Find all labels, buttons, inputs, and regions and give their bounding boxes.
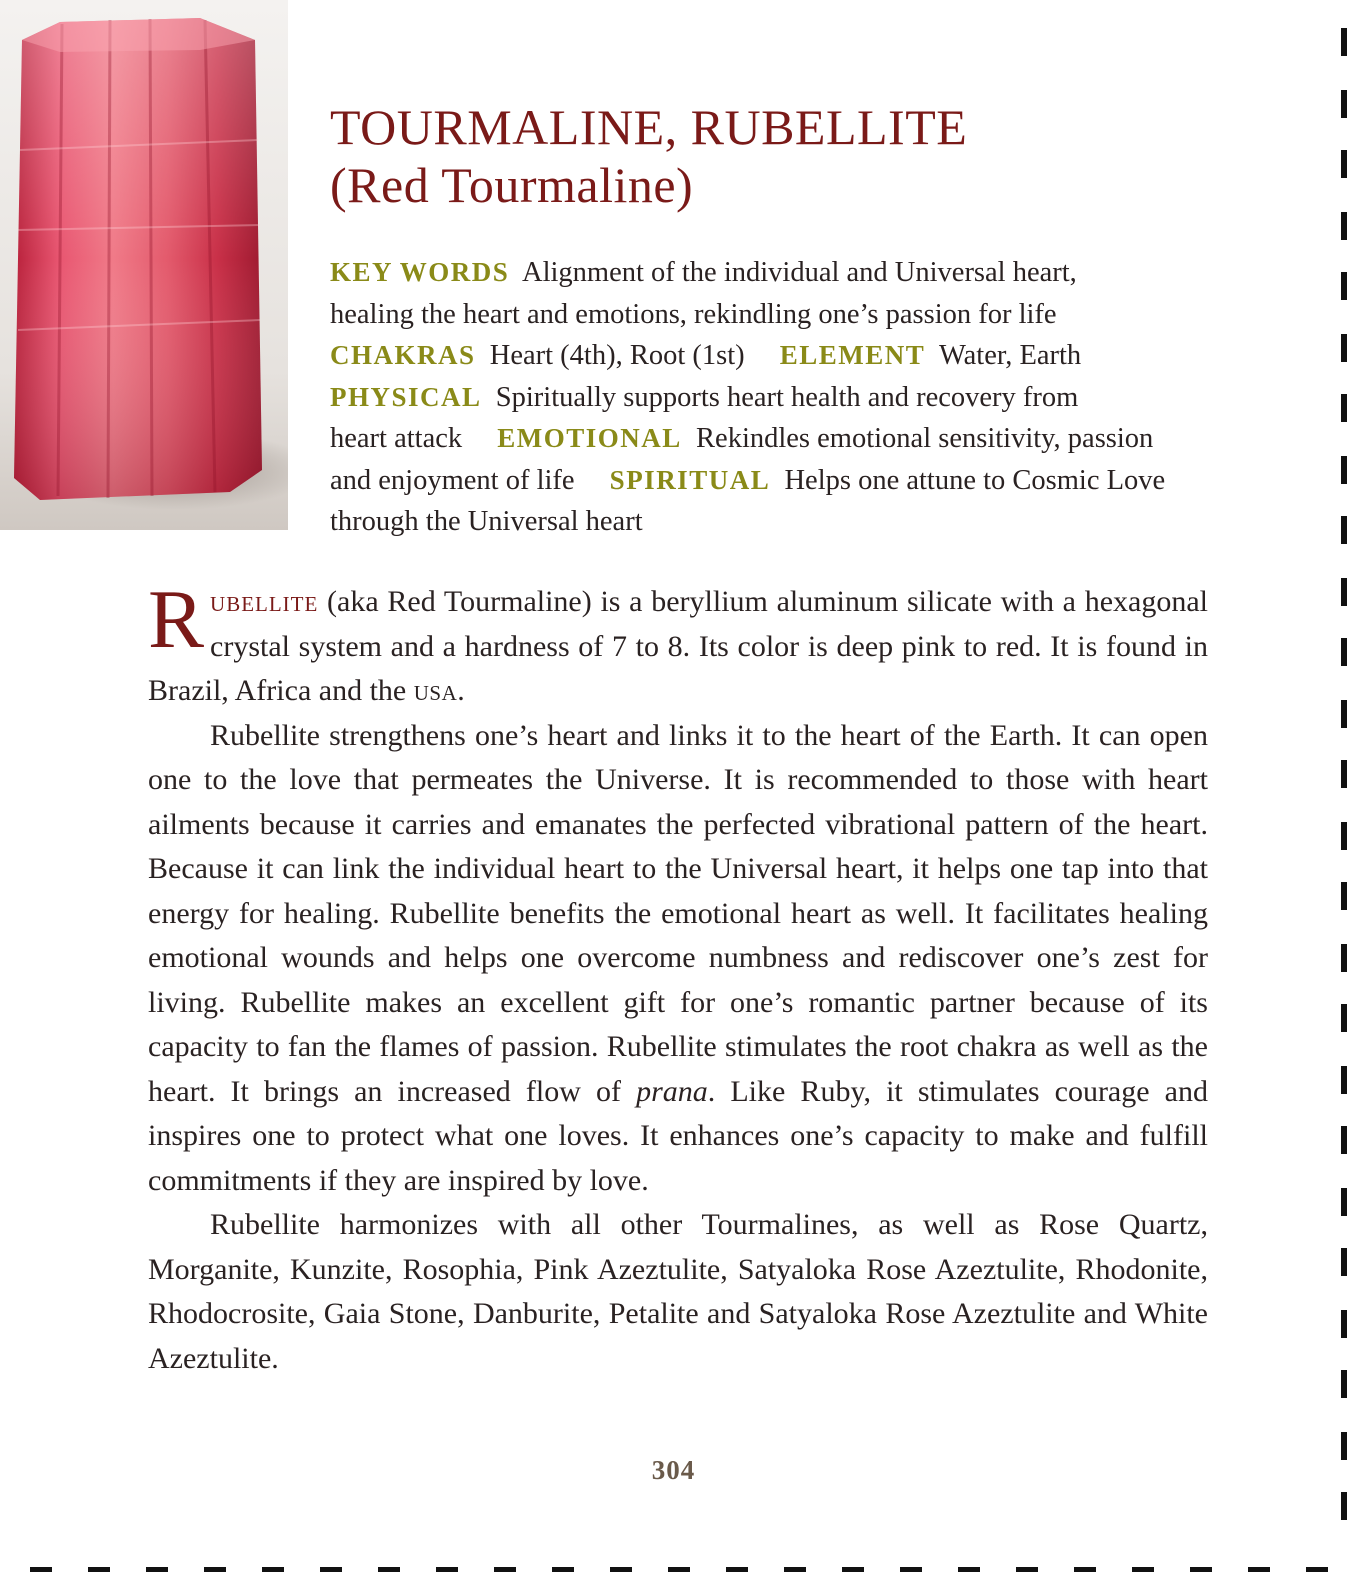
crop-marks-bottom <box>0 1564 1347 1572</box>
paragraph-2 <box>148 714 1208 1204</box>
physical-label: PHYSICAL <box>330 381 482 412</box>
spiritual-row <box>330 460 1210 502</box>
drop-cap: R <box>148 573 205 666</box>
key-words-value-2: healing the heart and emotions, rekindling one’s passion for life <box>330 298 1057 330</box>
emotional-value: Rekindles emotional sensitivity, passion <box>696 423 1154 454</box>
physical-value: Spiritually supports heart health and recovery from <box>495 381 1079 413</box>
paragraph-1-text: (aka Red Tourmaline) is a beryllium aluminum silicate with a hexagonal crystal system and a hardness of 7 to 8. Its color is deep pink to red. It is found in Brazil, Africa and the <box>148 585 1208 707</box>
body-text <box>148 573 1208 1381</box>
paragraph-1-end: . <box>457 674 465 707</box>
spiritual-row-2 <box>330 501 1210 543</box>
page-number: 304 <box>651 1455 696 1485</box>
key-words-row <box>330 252 1210 294</box>
crop-marks-right <box>1339 0 1347 1572</box>
title-line-2: (Red Tourmaline) <box>330 157 694 213</box>
page-title <box>330 98 1230 214</box>
key-words-label: KEY WORDS <box>330 257 510 287</box>
physical-value-2: heart attack <box>330 423 463 454</box>
rubellite-crystal-photo <box>0 0 288 530</box>
key-words-value: Alignment of the individual and Universal heart, <box>521 257 1077 288</box>
paragraph-1 <box>148 573 1208 714</box>
chakras-value: Heart (4th), Root (1st) <box>489 340 745 371</box>
paragraph-2-text-b: . Like Ruby, it stimulates courage and inspires one to protect what one loves. It enhances one’s capacity to make and fulfill commitments if they are inspired by love. <box>148 1074 1208 1197</box>
element-value: Water, Earth <box>939 340 1082 371</box>
element-label: ELEMENT <box>779 340 926 370</box>
key-words-row-2 <box>330 294 1210 336</box>
chakras-label: CHAKRAS <box>330 340 476 370</box>
paragraph-3: Rubellite harmonizes with all other Tourmalines, as well as Rose Quartz, Morganite, Kunzite, Rosophia, Pink Azeztulite, Satyaloka Rose Azeztulite, Rhodonite, Rhodocrosite, Gaia Stone, Danburite, Petalite and Satyaloka Rose Azeztulite and White Azeztulite. <box>148 1208 1208 1375</box>
chakras-row <box>330 335 1210 377</box>
physical-row <box>330 377 1210 419</box>
spiritual-value: Helps one attune to Cosmic Love <box>784 464 1166 496</box>
emotional-row <box>330 418 1210 460</box>
emotional-label: EMOTIONAL <box>497 423 682 453</box>
spiritual-value-2: through the Universal heart <box>330 506 643 537</box>
prana-italic: prana <box>636 1074 708 1108</box>
lead-word: ubellite <box>210 585 319 618</box>
emotional-value-2: and enjoyment of life <box>330 464 575 496</box>
paragraph-2-text-a: Rubellite strengthens one’s heart and links it to the heart of the Earth. It can open one to the love that permeates the Universe. It is recommended to those with heart ailments because it carries and emanates the perfected vibrational pattern of the heart. Because it can link the individual heart to the Universal heart, it helps one tap into that energy for healing. Rubellite benefits the emotional heart as well. It facilitates healing emotional wounds and helps one overcome numbness and rediscover one’s zest for living. Rubellite makes an excellent gift for one’s romantic partner because of its capacity to fan the flames of passion. Rubellite stimulates the root chakra as well as the heart. It brings an increased flow of <box>148 718 1208 1108</box>
title-line-1: TOURMALINE, RUBELLITE <box>330 99 968 155</box>
usa-abbrev: usa <box>413 674 458 707</box>
key-info-block <box>330 252 1210 543</box>
spiritual-label: SPIRITUAL <box>609 464 771 495</box>
